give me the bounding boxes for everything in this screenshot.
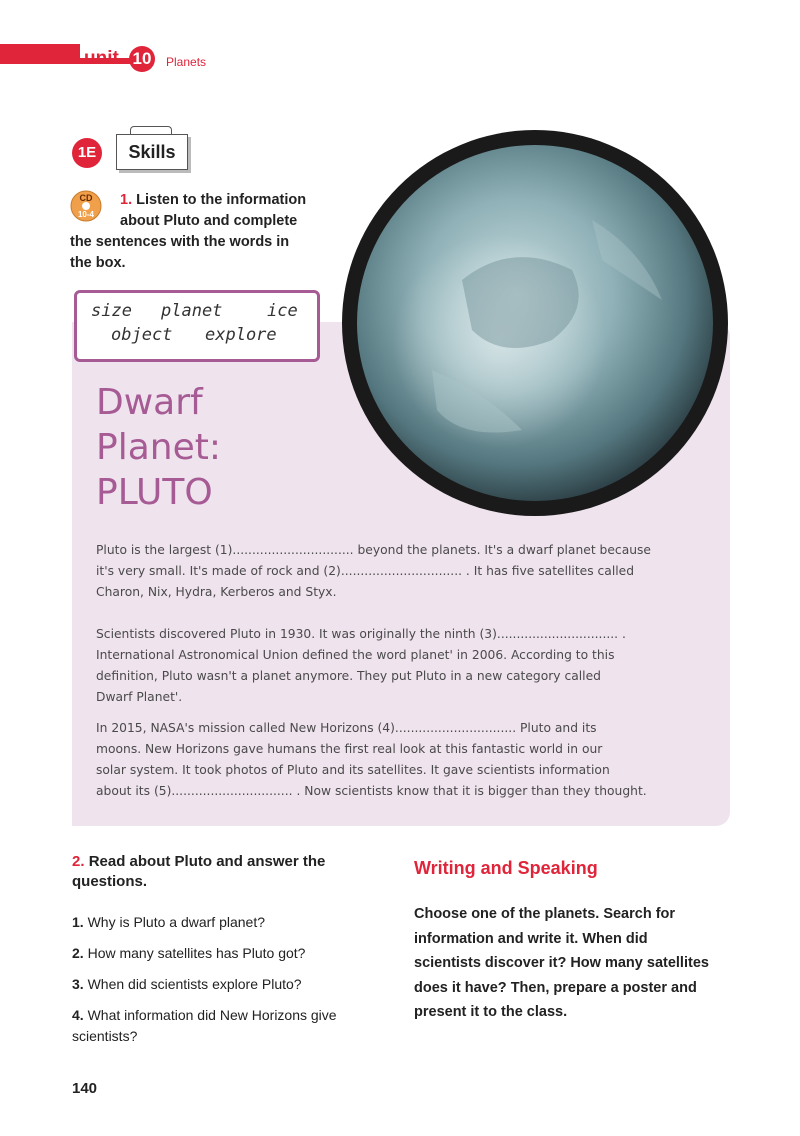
question-4 bbox=[72, 1005, 392, 1047]
article-paragraph-1 bbox=[96, 540, 712, 603]
exercise-1-line-1: Listen to the information bbox=[136, 192, 307, 208]
pluto-image bbox=[342, 130, 728, 516]
word-box bbox=[74, 290, 320, 362]
question-text-continued: scientists? bbox=[72, 1028, 138, 1044]
writing-line: scientists discover it? How many satellites bbox=[414, 955, 709, 971]
cd-audio-icon[interactable] bbox=[70, 186, 114, 226]
title-line-3: PLUTO bbox=[96, 472, 213, 513]
exercise-1-line-2: about Pluto and complete bbox=[120, 213, 298, 229]
article-paragraph-2 bbox=[96, 624, 712, 708]
writing-line: present it to the class. bbox=[414, 1004, 568, 1020]
paragraph-1-line: Pluto is the largest (1)............................... beyond the planets. It's a dwarf planet because bbox=[96, 543, 651, 557]
question-text: Why is Pluto a dwarf planet? bbox=[87, 914, 265, 930]
exercise-2-number: 2. bbox=[72, 853, 85, 870]
word-size: size bbox=[91, 301, 132, 321]
paragraph-2-line: Scientists discovered Pluto in 1930. It was originally the ninth (3)............................... . bbox=[96, 627, 626, 641]
article-paragraph-3 bbox=[96, 718, 712, 802]
unit-title: Planets bbox=[166, 55, 207, 69]
question-text: What information did New Horizons give bbox=[87, 1007, 337, 1023]
cd-label: CD bbox=[79, 193, 93, 203]
unit-number: 10 bbox=[129, 46, 155, 72]
word-ice: ice bbox=[267, 301, 298, 321]
question-text: How many satellites has Pluto got? bbox=[87, 945, 306, 961]
writing-line: Choose one of the planets. Search for bbox=[414, 906, 676, 922]
question-1 bbox=[72, 912, 392, 933]
paragraph-2-line: Dwarf Planet'. bbox=[96, 690, 183, 704]
paragraph-3-line: about its (5)............................... . Now scientists know that it is bigger than they thought. bbox=[96, 784, 647, 798]
skills-label: Skills bbox=[116, 134, 188, 170]
writing-speaking-title: Writing and Speaking bbox=[414, 858, 598, 878]
word-planet: planet bbox=[161, 301, 223, 321]
writing-line: information and write it. When did bbox=[414, 930, 648, 947]
exercise-2-line-2: questions. bbox=[72, 873, 148, 890]
unit-label: unit bbox=[84, 48, 119, 69]
question-3 bbox=[72, 974, 392, 995]
word-explore: explore bbox=[205, 325, 277, 345]
paragraph-3-line: solar system. It took photos of Pluto and its satellites. It gave scientists information bbox=[96, 763, 610, 777]
writing-speaking-instruction bbox=[414, 902, 744, 1025]
title-line-2: Planet: bbox=[96, 427, 221, 468]
paragraph-2-line: International Astronomical Union defined the word planet' in 2006. According to this bbox=[96, 648, 615, 662]
paragraph-1-line: it's very small. It's made of rock and (2)............................... . It has five satellites called bbox=[96, 564, 635, 578]
word-object: object bbox=[111, 325, 173, 345]
paragraph-2-line: definition, Pluto wasn't a planet anymore. They put Pluto in a new category called bbox=[96, 669, 601, 683]
question-number: 3. bbox=[72, 976, 84, 992]
article-title bbox=[96, 380, 221, 515]
paragraph-1-line: Charon, Nix, Hydra, Kerberos and Styx. bbox=[96, 585, 337, 599]
question-text: When did scientists explore Pluto? bbox=[87, 976, 302, 992]
title-line-1: Dwarf bbox=[96, 382, 203, 423]
writing-line: does it have? Then, prepare a poster and bbox=[414, 979, 697, 996]
exercise-1-number: 1. bbox=[120, 192, 133, 208]
exercise-2-instruction bbox=[72, 852, 382, 892]
question-number: 1. bbox=[72, 914, 84, 930]
question-number: 2. bbox=[72, 945, 84, 961]
question-number: 4. bbox=[72, 1007, 84, 1023]
cd-track: 10-4 bbox=[77, 210, 95, 219]
page-number: 140 bbox=[72, 1080, 98, 1097]
exercise-2-line-1: Read about Pluto and answer the bbox=[88, 853, 326, 870]
exercise-1-line-3: the sentences with the words in bbox=[70, 234, 290, 250]
paragraph-3-line: moons. New Horizons gave humans the first real look at this fantastic world in our bbox=[96, 742, 603, 756]
exercise-1-line-4: the box. bbox=[70, 255, 126, 271]
paragraph-3-line: In 2015, NASA's mission called New Horizons (4)............................... Pluto and its bbox=[96, 721, 597, 735]
question-2 bbox=[72, 943, 392, 964]
section-badge: 1E bbox=[72, 138, 102, 168]
